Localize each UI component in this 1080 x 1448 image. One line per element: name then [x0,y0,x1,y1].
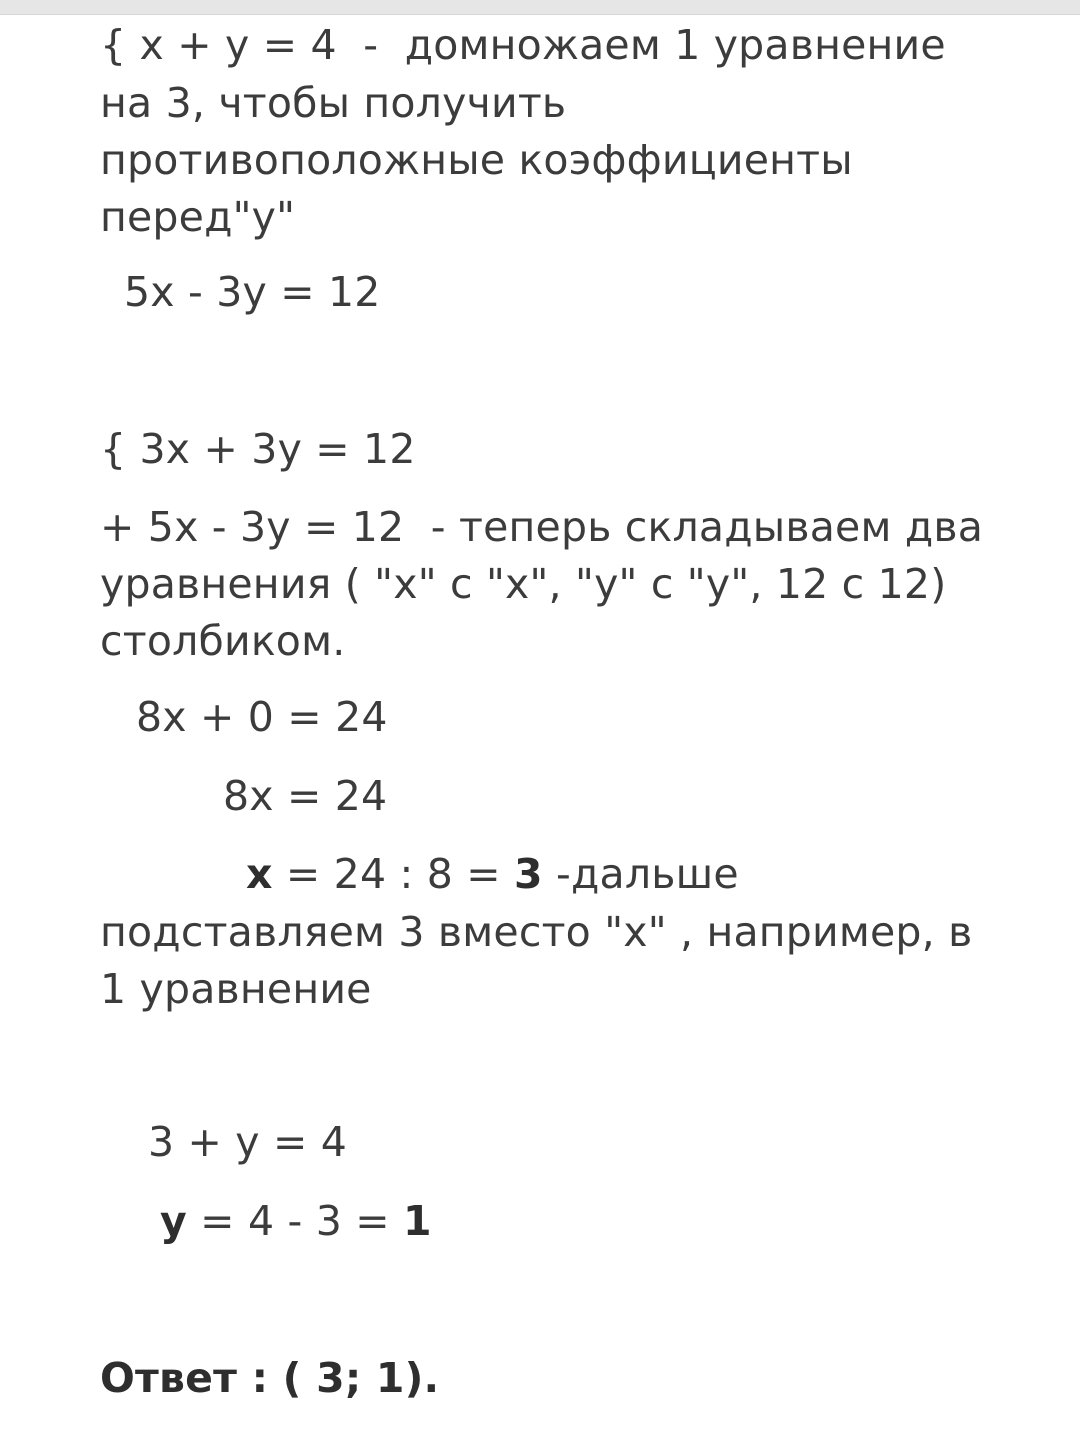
answer: Ответ : ( 3; 1). [100,1354,440,1402]
equation-8x: 8x = 24 [223,772,388,820]
y-variable: y [160,1197,187,1245]
substitute-line-2: 1 уравнение [100,965,372,1013]
x-variable: x [246,850,273,898]
x-expression: = 24 : 8 = [272,850,515,898]
x-note: -дальше [542,850,739,898]
equation-8x-plus-0: 8x + 0 = 24 [136,693,388,741]
substitute-line-1: подставляем 3 вместо "x" , например, в [100,908,973,956]
intro-line-2: на 3, чтобы получить [100,79,567,127]
y-value: 1 [403,1197,432,1245]
add-line-1: + 5x - 3y = 12 - теперь складываем два [100,503,984,551]
intro-line-1: { x + y = 4 - домножаем 1 уравнение [100,21,946,69]
y-expression: = 4 - 3 = [186,1197,404,1245]
equation-3-plus-y: 3 + y = 4 [148,1118,348,1166]
equation-5x-3y: 5x - 3y = 12 [124,268,381,316]
intro-line-3: противоположные коэффициенты [100,136,853,184]
equation-3x-3y: { 3x + 3y = 12 [100,425,416,473]
add-line-3: столбиком. [100,617,346,665]
x-result-line [246,845,739,903]
y-result-line [160,1192,432,1250]
x-value: 3 [514,850,543,898]
intro-line-4: перед"y" [100,193,296,241]
add-line-2: уравнения ( "x" с "x", "y" с "y", 12 с 12) [100,560,947,608]
